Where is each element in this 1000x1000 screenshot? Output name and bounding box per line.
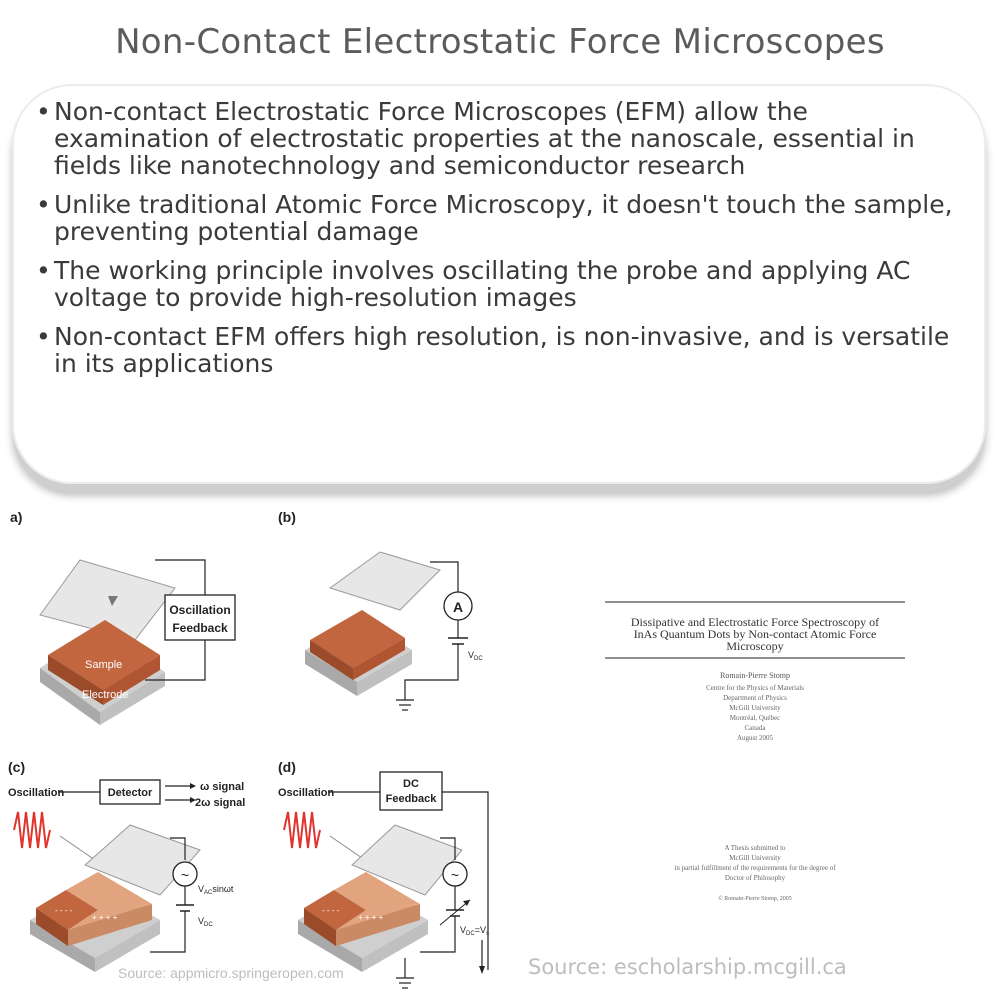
thesis-author-line2: Centre for the Physics of Materials [706, 684, 804, 692]
vdc-subscript-c: DC [204, 922, 213, 928]
thesis-title-line3: Microscopy [726, 639, 784, 653]
vdc-label-c: V [198, 916, 205, 926]
plus-charges-c: + + + + [92, 913, 118, 922]
panel-c-label: (c) [8, 759, 26, 775]
thesis-author-line5: Montréal, Québec [729, 714, 781, 722]
oscillation-label-d: Oscillation [278, 787, 335, 799]
sample-label: Sample [85, 659, 123, 671]
bullet-text: The working principle involves oscillating the probe and applying AC voltage to provide high-resolution images [54, 256, 911, 312]
bullet-text: Non-contact Electrostatic Force Microscopes (EFM) allow the examination of electrostatic properties at the nanoscale, essential in fields like nanotechnology and semiconductor research [54, 97, 915, 180]
panel-a [40, 560, 235, 725]
thesis-cover [570, 580, 970, 920]
panel-a-label: a) [10, 509, 23, 525]
thesis-author-line7: August 2005 [737, 734, 773, 742]
dc-feedback-line2: Feedback [385, 793, 437, 805]
bullet-dot: • [36, 190, 51, 219]
thesis-author-line4: McGill University [729, 704, 781, 712]
efm-diagram [0, 500, 560, 1000]
bullet-dot: • [36, 97, 51, 126]
thesis-copyright: © Romain-Pierre Stomp, 2005 [718, 896, 792, 902]
omega-signal-label: ω signal [200, 781, 245, 793]
thesis-author-line3: Department of Physics [723, 694, 787, 702]
panel-d [278, 772, 489, 988]
bullet-text: Unlike traditional Atomic Force Microscopy, it doesn't touch the sample, preventing potential damage [54, 190, 953, 246]
vac-suffix: sinωt [212, 884, 234, 894]
thesis-title-line2: InAs Quantum Dots by Non-contact Atomic Force [633, 627, 877, 641]
thesis-submission-line2: McGill University [729, 854, 781, 862]
bullet-text: Non-contact EFM offers high resolution, is non-invasive, and is versatile in its applications [54, 322, 950, 378]
svg-text:VDC=Vs [460, 925, 489, 937]
panel-d-label: (d) [278, 759, 296, 775]
bullet-dot: • [36, 256, 51, 285]
thesis-submission-line1: A Thesis submitted to [724, 844, 786, 852]
thesis-author-line6: Canada [744, 724, 766, 732]
bullet-item [36, 191, 956, 245]
thesis-author-line1: Romain-Pierre Stomp [720, 671, 790, 680]
source-right: Source: escholarship.mcgill.ca [528, 955, 847, 979]
vdc-subscript: DC [474, 656, 483, 662]
bullet-list [36, 98, 956, 389]
minus-charges-c: - - - - [55, 906, 73, 915]
dc-feedback-line1: DC [403, 778, 419, 790]
two-omega-signal-label: 2ω signal [195, 797, 246, 809]
panel-c [8, 780, 245, 972]
svg-text:VDC [468, 650, 483, 662]
bullet-item [36, 257, 956, 311]
vdc-label: V [468, 650, 475, 660]
ammeter-label: A [452, 599, 464, 615]
electrode-label: Electrode [82, 689, 129, 701]
ac-source-symbol-c: ~ [180, 867, 190, 883]
oscillation-feedback-line1: Oscillation [169, 603, 231, 617]
vdc-vs-label: V [460, 925, 467, 935]
thesis-submission-line3: in partial fulfillment of the requirements for the degree of [674, 864, 836, 872]
vdc-vs-subscript: DC [466, 931, 475, 937]
thesis-title-line1: Dissipative and Electrostatic Force Spectroscopy of [630, 615, 880, 629]
source-left: Source: appmicro.springeropen.com [118, 965, 344, 981]
oscillation-feedback-line2: Feedback [172, 621, 228, 635]
panel-b [305, 552, 483, 710]
bullet-item [36, 323, 956, 377]
vac-label: V [198, 884, 205, 894]
svg-text:VACsinωt [198, 884, 234, 896]
page-title: Non-Contact Electrostatic Force Microscopes [115, 22, 885, 62]
thesis-submission-line4: Doctor of Philosophy [724, 874, 786, 882]
vac-subscript: AC [204, 890, 213, 896]
panel-b-label: (b) [278, 509, 296, 525]
plus-charges-d: + + + + [358, 913, 384, 922]
bullet-item [36, 98, 956, 179]
ac-source-symbol-d: ~ [450, 867, 460, 883]
vdc-vs-suffix: =V [474, 925, 486, 935]
svg-text:VDC [198, 916, 213, 928]
vdc-vs-s-subscript: s [485, 931, 489, 937]
oscillation-label-c: Oscillation [8, 787, 65, 799]
minus-charges-d: - - - - [322, 906, 340, 915]
detector-label: Detector [107, 787, 153, 799]
bullet-dot: • [36, 322, 51, 351]
